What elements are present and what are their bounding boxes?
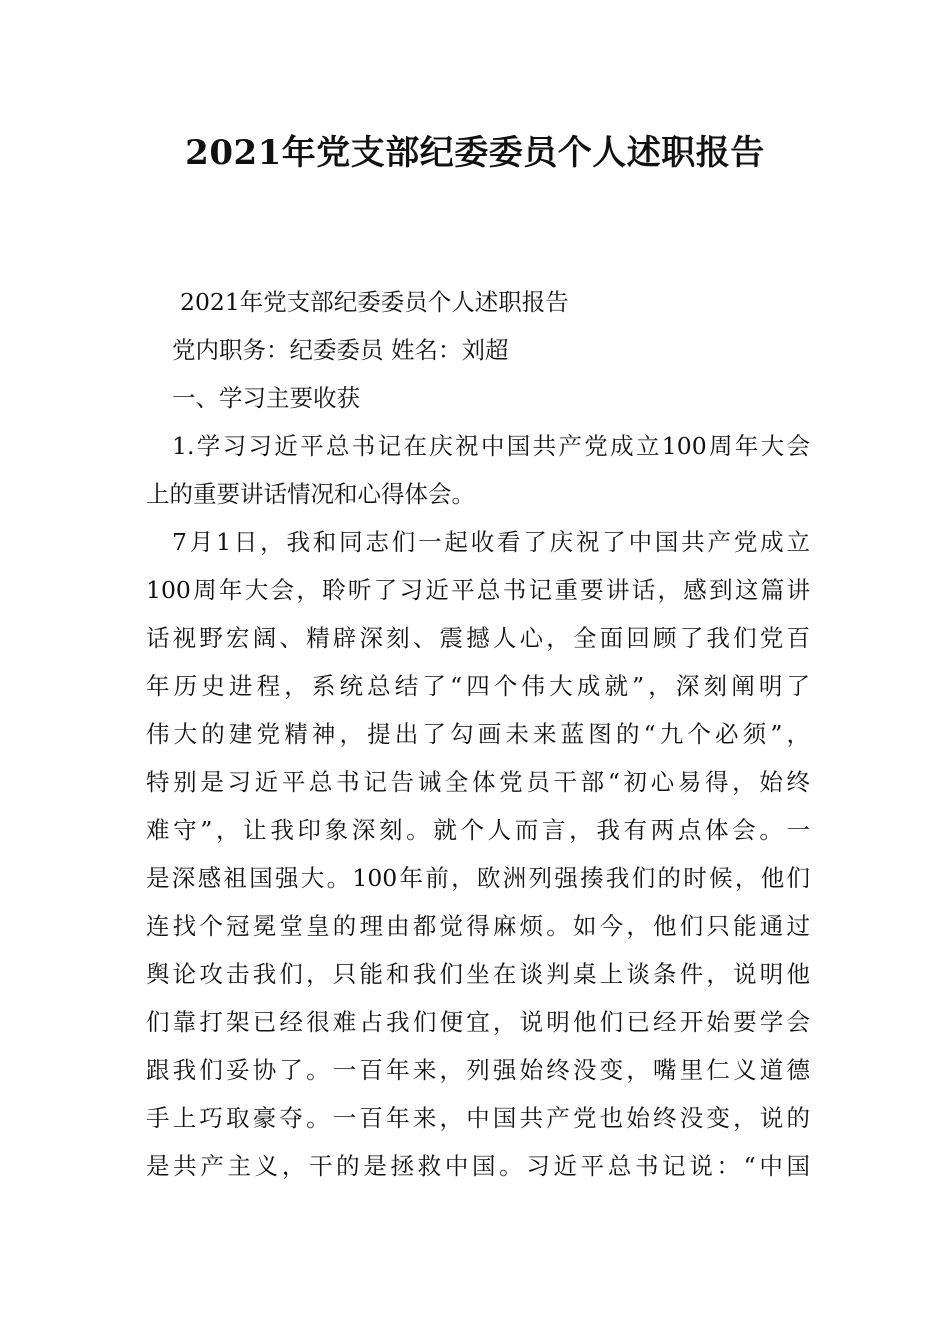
paragraph-line: 是共产主义，干的是拯救中国。习近平总书记说：“中国 — [146, 1152, 810, 1180]
paragraph-line: 舆论攻击我们，只能和我们坐在谈判桌上谈条件，说明他 — [146, 960, 810, 988]
paragraph-line: 难守”，让我印象深刻。就个人而言，我有两点体会。一 — [146, 816, 810, 844]
paragraph-line: 伟大的建党精神，提出了勾画未来蓝图的“九个必须”， — [146, 720, 810, 748]
paragraph-line: 100周年大会，聆听了习近平总书记重要讲话，感到这篇讲 — [146, 576, 810, 604]
paragraph-line: 们靠打架已经很难占我们便宜，说明他们已经开始要学会 — [146, 1008, 810, 1036]
document-body — [146, 278, 810, 1190]
paragraph-line: 话视野宏阔、精辟深刻、震撼人心，全面回顾了我们党百 — [146, 624, 810, 652]
paragraph-line: 是深感祖国强大。100年前，欧洲列强揍我们的时候，他们 — [146, 864, 810, 892]
item-1-line: 上的重要讲话情况和心得体会。 — [146, 480, 475, 508]
paragraph-line: 特别是习近平总书记告诫全体党员干部“初心易得，始终 — [146, 768, 810, 796]
paragraph-line: 跟我们妥协了。一百年来，列强始终没变，嘴里仁义道德 — [146, 1056, 810, 1084]
paragraph-line: 连找个冠冕堂皇的理由都觉得麻烦。如今，他们只能通过 — [146, 912, 810, 940]
position-line: 党内职务：纪委委员 姓名：刘超 — [172, 336, 509, 364]
document-subtitle: 2021年党支部纪委委员个人述职报告 — [180, 288, 569, 316]
document-title: 2021年党支部纪委委员个人述职报告 — [185, 133, 765, 173]
item-1-line: 1.学习习近平总书记在庆祝中国共产党成立100周年大会 — [172, 432, 810, 460]
section-heading: 一、学习主要收获 — [172, 384, 360, 412]
paragraph-line: 7月1日，我和同志们一起收看了庆祝了中国共产党成立 — [172, 528, 810, 556]
paragraph-line: 年历史进程，系统总结了“四个伟大成就”，深刻阐明了 — [146, 672, 810, 700]
paragraph-line: 手上巧取豪夺。一百年来，中国共产党也始终没变，说的 — [146, 1104, 810, 1132]
